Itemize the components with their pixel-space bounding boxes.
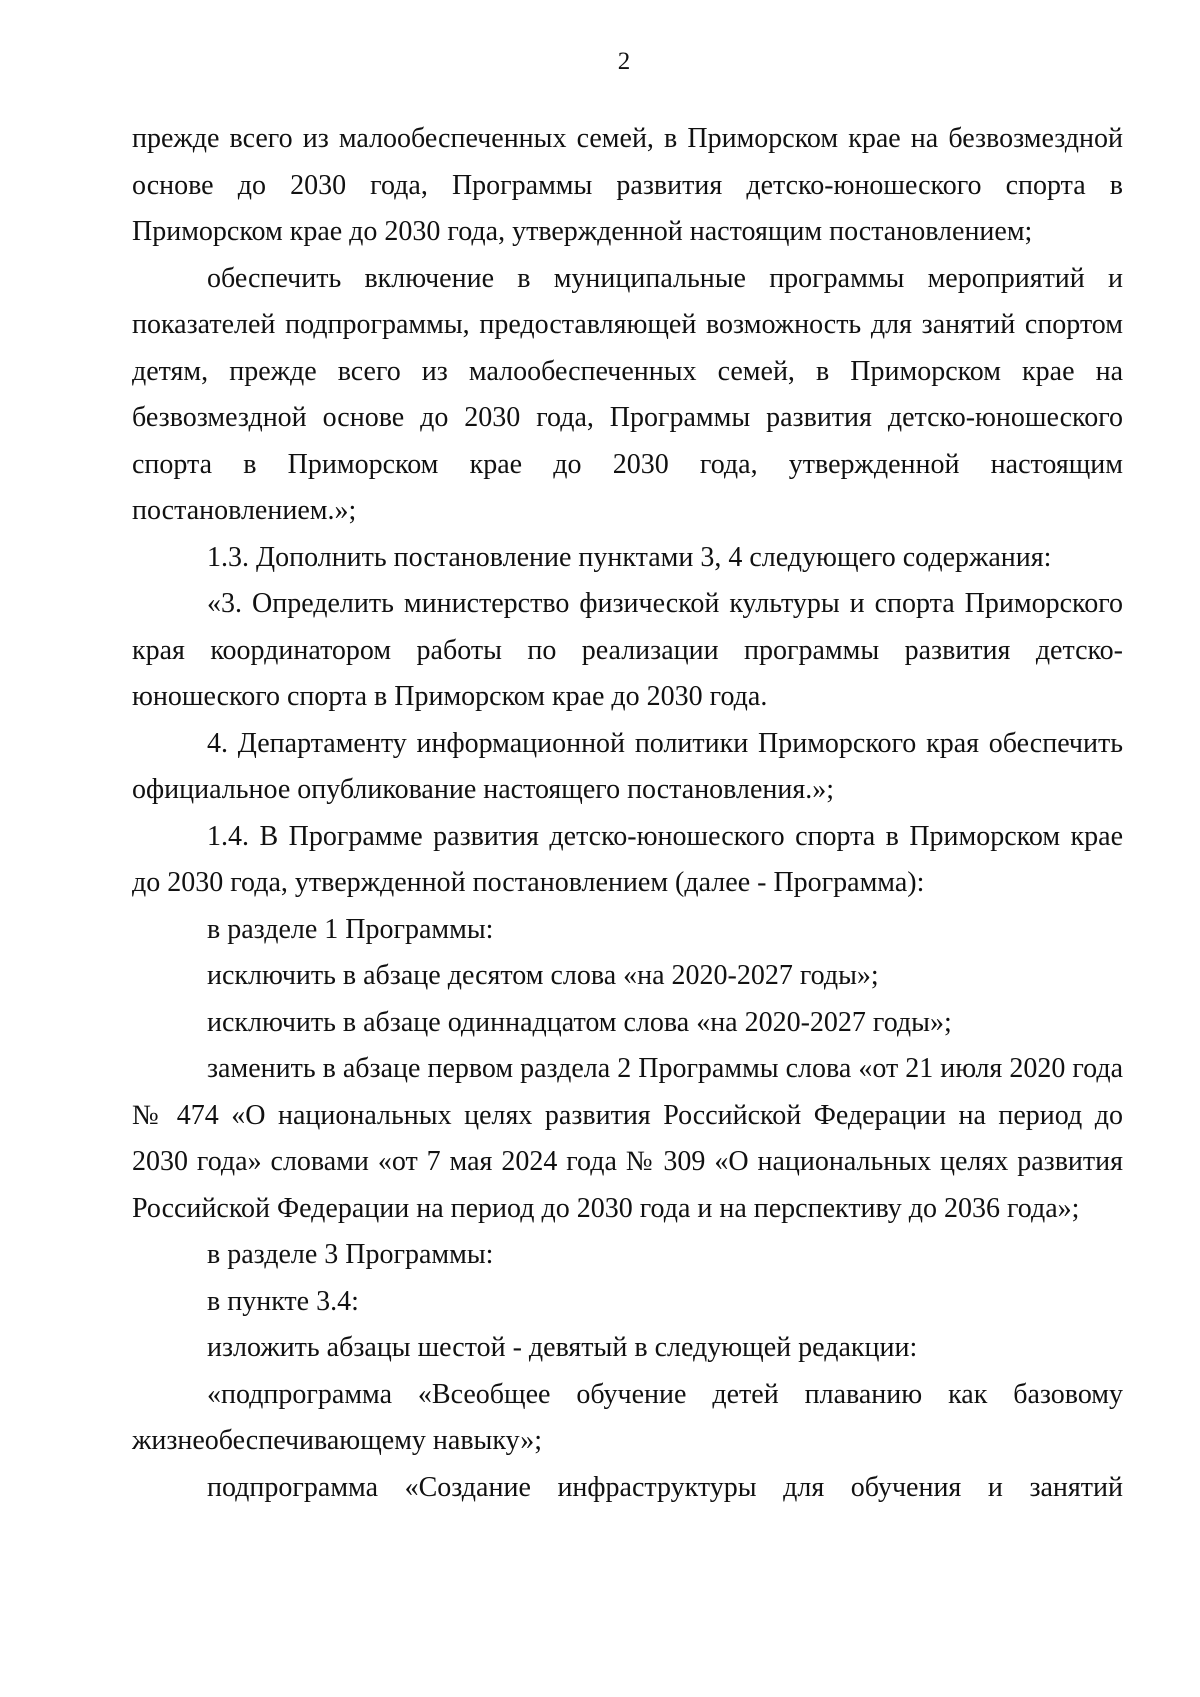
paragraph: 1.3. Дополнить постановление пунктами 3, 4 следующего содержания: <box>207 541 1052 573</box>
paragraph: 4. Департаменту информационной политики Приморского края обеспечить официальное опубликование настоящего постановления.»; <box>132 727 1123 805</box>
paragraph: исключить в абзаце десятом слова «на 2020-2027 годы»; <box>207 960 879 991</box>
paragraph: «3. Определить министерство физической культуры и спорта Приморского края координатором работы по реализации программы развития детско-юношеского спорта в Приморском крае до 2030 года. <box>132 588 1123 712</box>
paragraph: изложить абзацы шестой - девятый в следующей редакции: <box>207 1332 918 1363</box>
paragraph: в разделе 3 Программы: <box>207 1239 494 1270</box>
paragraph: заменить в абзаце первом раздела 2 Программы слова «от 21 июля 2020 года № 474 «О национальных целях развития Российской Федерации на период до 2030 года» словами «от 7 мая 2024 года № 309 «О национальных целях развития Российской Федерации на период до 2030 года и на перспективу до 2036 года»; <box>132 1053 1123 1224</box>
document-body <box>132 116 1123 1511</box>
paragraph-continued: подпрограмма «Создание инфраструктуры для обучения и занятий <box>207 1471 1123 1503</box>
page-number: 2 <box>617 48 631 75</box>
paragraph: в разделе 1 Программы: <box>207 913 494 945</box>
paragraph: исключить в абзаце одиннадцатом слова «на 2020-2027 годы»; <box>207 1006 952 1038</box>
paragraph: «подпрограмма «Всеобщее обучение детей плаванию как базовому жизнеобеспечивающему навыку»; <box>132 1378 1123 1456</box>
paragraph-continuation: прежде всего из малообеспеченных семей, в Приморском крае на безвозмездной основе до 2030 года, Программы развития детско-юношеского спорта в Приморском крае до 2030 года, утвержденной настоящим постановлением; <box>132 123 1123 247</box>
paragraph: обеспечить включение в муниципальные программы мероприятий и показателей подпрограммы, предоставляющей возможность для занятий спортом детям, прежде всего из малообеспеченных семей, в Приморском крае на безвозмездной основе до 2030 года, Программы развития детско-юношеского спорта в Приморском крае до 2030 года, утвержденной настоящим постановлением.»; <box>132 262 1123 526</box>
paragraph: в пункте 3.4: <box>207 1285 359 1317</box>
paragraph: 1.4. В Программе развития детско-юношеского спорта в Приморском крае до 2030 года, утвержденной постановлением (далее - Программа): <box>132 820 1123 898</box>
